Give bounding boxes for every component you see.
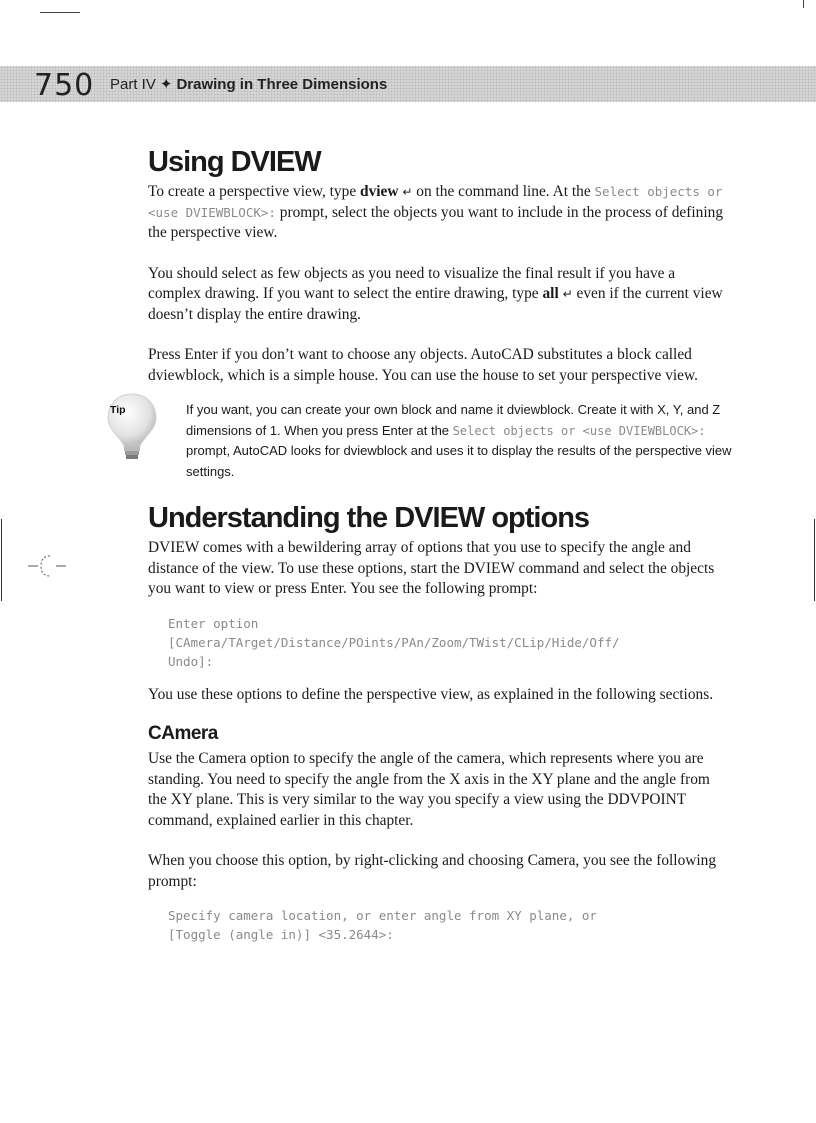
page-content xyxy=(110,142,732,944)
inline-code: Select objects or <use DVIEWBLOCK>: xyxy=(148,184,723,220)
command-keyword: all xyxy=(542,285,559,302)
code-line: Specify camera location, or enter angle from XY plane, or xyxy=(168,908,597,923)
part-number: Part IV xyxy=(110,76,156,93)
section-heading-using-dview: Using DVIEW xyxy=(148,146,321,178)
code-line: [Toggle (angle in)] <35.2644>: xyxy=(168,927,394,942)
code-line: Enter option xyxy=(168,615,259,631)
command-keyword: dview xyxy=(360,183,399,200)
tip-text: If you want, you can create your own block and name it dviewblock. Create it with X, Y, and Z dimensions of 1. When you press Enter at the Select objects or <use DVIEWBLOCK>: prompt, AutoCAD looks for dviewblock and uses it to display the results of the perspective view settings. xyxy=(186,402,732,479)
code-line: [CAmera/TArget/Distance/POints/PAn/Zoom/TWist/CLip/Hide/Off/ xyxy=(168,634,620,650)
paragraph: You should select as few objects as you need to visualize the final result if you have a complex drawing. If you want to select the entire drawing, type all ↵ even if the current view doesn’t display the entire drawing. xyxy=(148,264,723,323)
corner-mark xyxy=(803,0,804,8)
enter-key-icon: ↵ xyxy=(562,287,573,301)
corner-rule xyxy=(40,12,80,13)
lightbulb-icon xyxy=(104,390,160,462)
part-label xyxy=(110,75,387,93)
paragraph: Press Enter if you don’t want to choose any objects. AutoCAD substitutes a block called dviewblock, which is a simple house. You can use the house to set your perspective view. xyxy=(148,346,698,384)
registration-mark-icon xyxy=(28,548,68,584)
header-separator-icon: ✦ xyxy=(159,76,173,93)
page-number: 750 xyxy=(34,68,95,103)
paragraph: To create a perspective view, type dview ↵ on the command line. At the Select objects or <use DVIEWBLOCK>: prompt, select the objects you want to include in the process of defining the perspective view. xyxy=(148,183,724,241)
tip-box xyxy=(110,400,732,498)
code-block xyxy=(148,614,728,671)
inline-code: Select objects or <use DVIEWBLOCK>: xyxy=(452,423,706,438)
chapter-title: Drawing in Three Dimensions xyxy=(176,76,388,93)
paragraph: Use the Camera option to specify the angle of the camera, which represents where you are standing. You need to specify the angle from the X axis in the XY plane and the angle from the XY plane. This is very similar to the way you specify a view using the DDVPOINT command, explained earlier in this chapter. xyxy=(148,750,710,829)
code-block xyxy=(148,906,728,944)
section-heading-dview-options: Understanding the DVIEW options xyxy=(148,502,590,534)
enter-key-icon: ↵ xyxy=(402,185,413,199)
paragraph: DVIEW comes with a bewildering array of options that you use to specify the angle and distance of the view. To use these options, start the DVIEW command and select the objects you want to view or press Enter. You see the following prompt: xyxy=(148,539,715,597)
paragraph: When you choose this option, by right-clicking and choosing Camera, you see the following prompt: xyxy=(148,852,717,890)
margin-line-right xyxy=(814,519,815,601)
code-line: Undo]: xyxy=(168,653,214,669)
paragraph: You use these options to define the perspective view, as explained in the following sections. xyxy=(148,685,714,703)
tip-label: Tip xyxy=(110,404,126,416)
subsection-heading-camera: CAmera xyxy=(148,723,218,744)
margin-line-left xyxy=(1,519,2,601)
running-header xyxy=(0,66,816,102)
